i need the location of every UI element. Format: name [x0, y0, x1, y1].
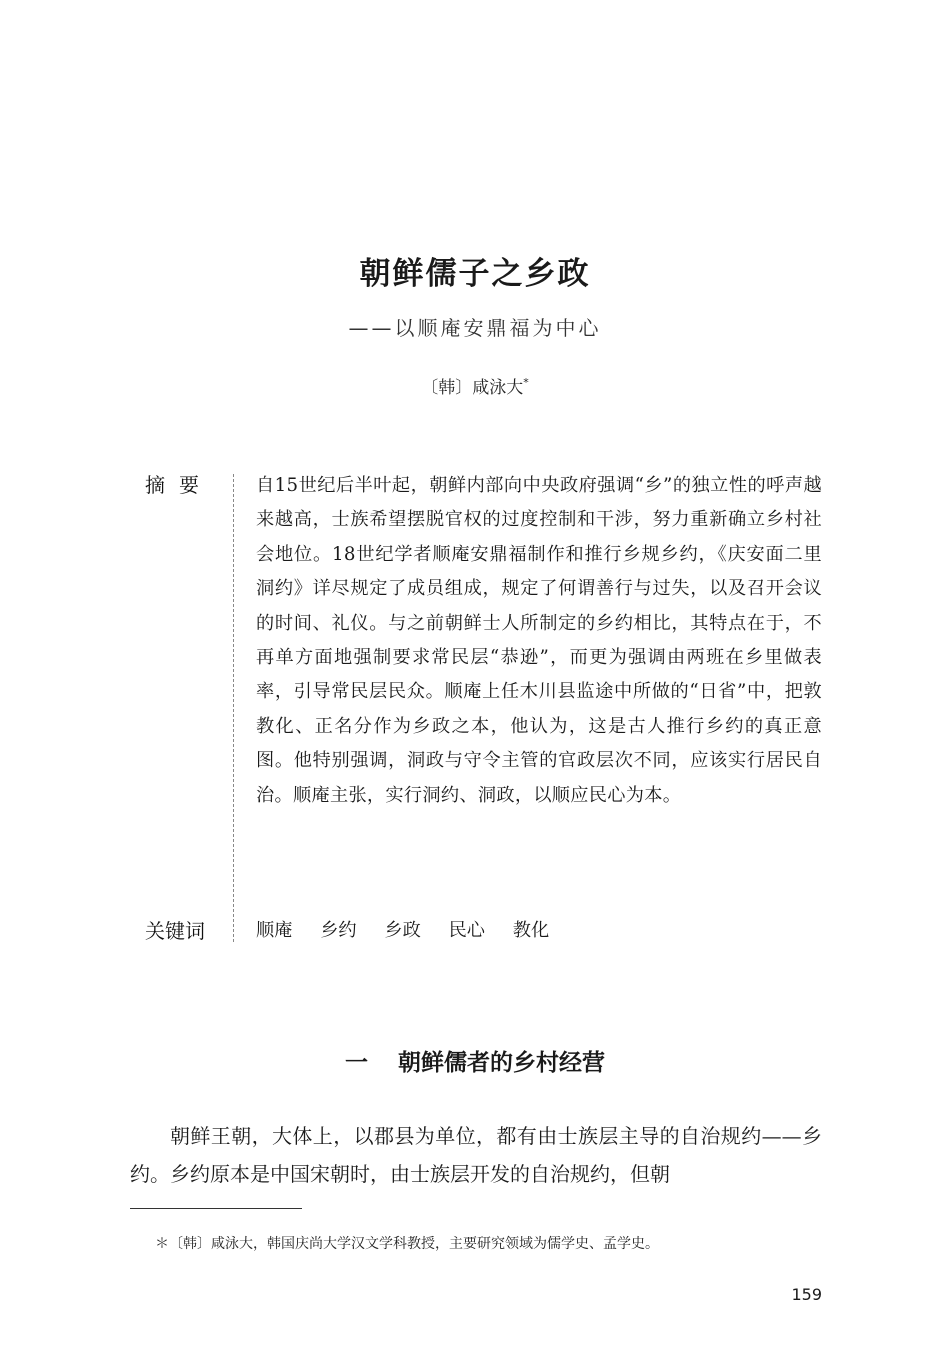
article-title: 朝鲜儒子之乡政 — [359, 256, 591, 292]
keyword: 乡约 — [320, 920, 357, 941]
keyword: 顺庵 — [256, 920, 293, 941]
section-number: 一 — [345, 1050, 368, 1076]
keywords-list — [256, 916, 571, 946]
author-name: 〔韩〕咸泳大 — [421, 378, 524, 398]
author-footnote-mark: * — [523, 376, 529, 389]
abstract-text: 自15世纪后半叶起，朝鲜内部向中央政府强调“乡”的独立性的呼声越来越高，士族希望摆脱官权的过度控制和干涉，努力重新确立乡村社会地位。18世纪学者顺庵安鼎福制作和推行乡规乡约，《庆安面二里洞约》详尽规定了成员组成，规定了何谓善行与过失，以及召开会议的时间、礼仪。与之前朝鲜士人所制定的乡约相比，其特点在于，不再单方面地强制要求常民层“恭逊”，而更为强调由两班在乡里做表率，引导常民层民众。顺庵上任木川县监途中所做的“日省”中，把敦教化、正名分作为乡政之本，他认为，这是古人推行乡约的真正意图。他特别强调，洞政与守令主管的官政层次不同，应该实行居民自治。顺庵主张，实行洞约、洞政，以顺应民心为本。 — [256, 475, 822, 806]
keyword: 乡政 — [384, 920, 421, 941]
footnote-rule — [130, 1208, 302, 1209]
page-number: 159 — [791, 1285, 822, 1304]
keyword: 教化 — [512, 920, 550, 941]
abstract-label: 摘要 — [145, 473, 213, 497]
abstract-divider — [233, 474, 234, 942]
footnote: ＊〔韩〕咸泳大，韩国庆尚大学汉文学科教授，主要研究领域为儒学史、孟学史。 — [155, 1236, 659, 1252]
author-line — [0, 370, 950, 401]
keyword: 民心 — [448, 920, 485, 941]
body-paragraph: 朝鲜王朝，大体上，以郡县为单位，都有由士族层主导的自治规约——乡约。乡约原本是中国宋朝时，由士族层开发的自治规约，但朝 — [130, 1124, 822, 1186]
keywords-label: 关键词 — [145, 919, 205, 943]
section-title: 朝鲜儒者的乡村经营 — [398, 1050, 605, 1076]
section-heading — [0, 1045, 950, 1081]
article-subtitle: ——以顺庵安鼎福为中心 — [348, 316, 602, 340]
